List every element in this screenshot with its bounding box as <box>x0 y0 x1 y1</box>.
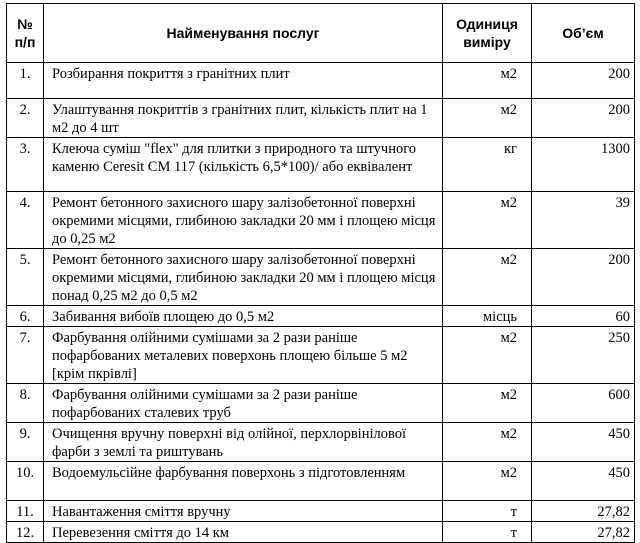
row-name: Улаштування покриттів з гранітних плит, кількість плит на 1 м2 до 4 шт <box>44 99 443 138</box>
row-name: Перевезення сміття до 14 км <box>44 522 443 543</box>
row-unit: м2 <box>443 423 532 462</box>
row-name: Забивання вибоїв площею до 0,5 м2 <box>44 306 443 327</box>
row-name: Клеюча суміш "flex" для плитки з природного та штучного каменю Ceresit CM 117 (кількість 6,5*100)/ або еквівалент <box>44 138 443 192</box>
row-volume: 450 <box>532 423 635 462</box>
table-row <box>7 522 635 543</box>
table-row <box>7 501 635 522</box>
row-volume: 39 <box>532 192 635 249</box>
row-num: 1. <box>7 63 44 99</box>
row-unit: м2 <box>443 327 532 384</box>
row-unit: т <box>443 522 532 543</box>
row-num: 10. <box>7 462 44 501</box>
row-name: Очищення вручну поверхні від олійної, перхлорвінілової фарби з землі та риштувань <box>44 423 443 462</box>
header-num: № п/п <box>7 4 44 63</box>
row-unit: кг <box>443 138 532 192</box>
row-volume: 250 <box>532 327 635 384</box>
row-num: 5. <box>7 249 44 306</box>
table-row <box>7 249 635 306</box>
row-volume: 450 <box>532 462 635 501</box>
row-num: 2. <box>7 99 44 138</box>
row-unit: м2 <box>443 249 532 306</box>
row-volume: 200 <box>532 63 635 99</box>
row-num: 7. <box>7 327 44 384</box>
row-unit: м2 <box>443 462 532 501</box>
header-unit: Одиниця виміру <box>443 4 532 63</box>
table-row <box>7 462 635 501</box>
table-row <box>7 138 635 192</box>
row-num: 11. <box>7 501 44 522</box>
row-volume: 1300 <box>532 138 635 192</box>
row-volume: 27,82 <box>532 501 635 522</box>
row-volume: 600 <box>532 384 635 423</box>
row-volume: 200 <box>532 99 635 138</box>
row-unit: т <box>443 501 532 522</box>
row-name: Навантаження сміття вручну <box>44 501 443 522</box>
row-name: Фарбування олійними сумішами за 2 рази раніше пофарбованих сталевих труб <box>44 384 443 423</box>
row-num: 3. <box>7 138 44 192</box>
row-num: 8. <box>7 384 44 423</box>
table-row <box>7 63 635 99</box>
row-unit: місць <box>443 306 532 327</box>
row-volume: 27,82 <box>532 522 635 543</box>
header-volume: Об’єм <box>532 4 635 63</box>
row-num: 4. <box>7 192 44 249</box>
services-table <box>6 3 635 543</box>
row-volume: 200 <box>532 249 635 306</box>
table-row <box>7 327 635 384</box>
row-name: Водоемульсійне фарбування поверхонь з підготовленням <box>44 462 443 501</box>
table-row <box>7 99 635 138</box>
row-name: Фарбування олійними сумішами за 2 рази раніше пофарбованих металевих поверхонь площею більше 5 м2 [крім пкрівлі] <box>44 327 443 384</box>
row-unit: м2 <box>443 192 532 249</box>
row-volume: 60 <box>532 306 635 327</box>
table-row <box>7 306 635 327</box>
row-num: 9. <box>7 423 44 462</box>
table-header-row <box>7 4 635 63</box>
row-name: Розбирання покриття з гранітних плит <box>44 63 443 99</box>
row-num: 6. <box>7 306 44 327</box>
table-row <box>7 384 635 423</box>
table-row <box>7 192 635 249</box>
row-unit: м2 <box>443 63 532 99</box>
table-row <box>7 423 635 462</box>
row-num: 12. <box>7 522 44 543</box>
row-name: Ремонт бетонного захисного шару залізобетонної поверхні окремими місцями, глибиною закладки 20 мм і площею місця понад 0,25 м2 до 0,5 м2 <box>44 249 443 306</box>
row-unit: м2 <box>443 384 532 423</box>
row-name: Ремонт бетонного захисного шару залізобетонної поверхні окремими місцями, глибиною закладки 20 мм і площею місця до 0,25 м2 <box>44 192 443 249</box>
row-unit: м2 <box>443 99 532 138</box>
header-name: Найменування послуг <box>44 4 443 63</box>
